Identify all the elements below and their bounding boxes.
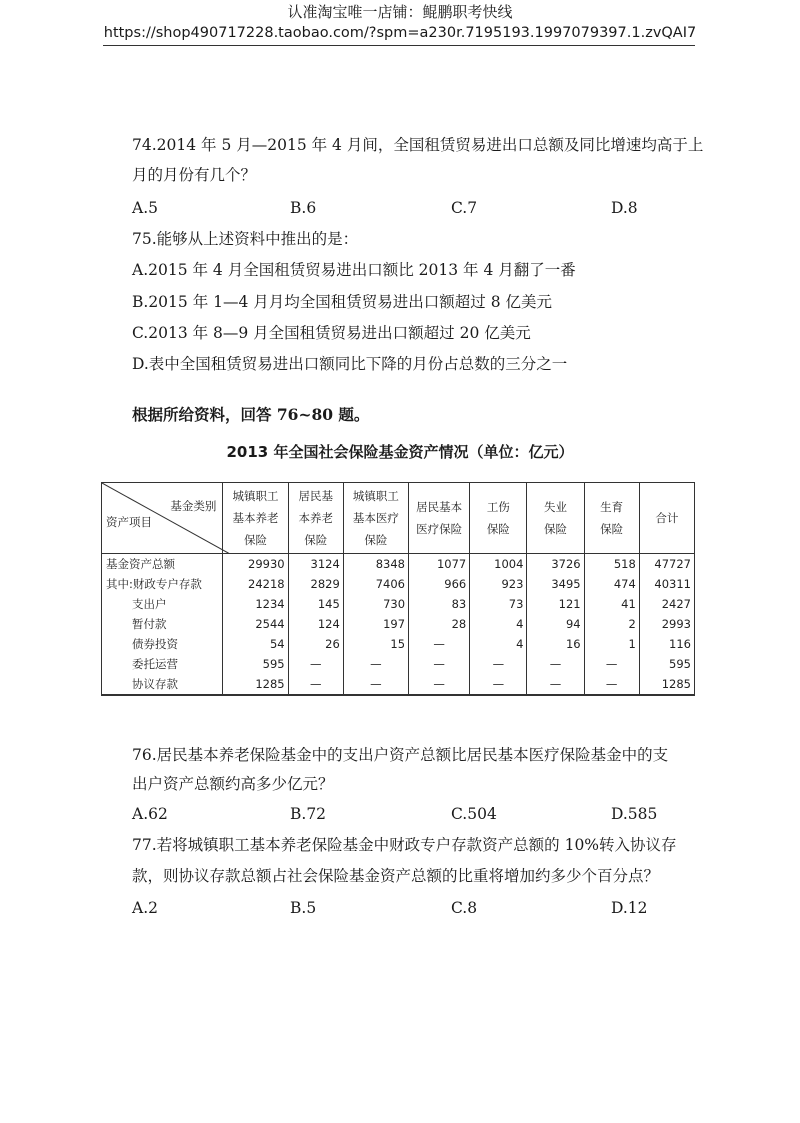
table-body — [102, 554, 695, 696]
col-header-3: 城镇职工 基本医疗 保险 — [343, 483, 408, 554]
q74-stem-line1: 74.2014 年 5 月—2015 年 4 月间，全国租赁贸易进出口总额及同比增速均高于上 — [132, 136, 704, 154]
q77-stem-line1: 77.若将城镇职工基本养老保险基金中财政专户存款资产总额的 10%转入协议存 — [132, 836, 677, 854]
corner-bottom-label: 资产项目 — [106, 515, 152, 529]
table-cell: — — [409, 634, 470, 654]
table-cell: — — [343, 674, 408, 695]
table-cell: 3124 — [288, 554, 343, 575]
col-header-4: 居民基本 医疗保险 — [409, 483, 470, 554]
row-label: 委托运营 — [102, 654, 223, 674]
table-cell: 595 — [223, 654, 288, 674]
table-row — [102, 674, 695, 695]
table-cell: 145 — [288, 594, 343, 614]
table-cell: 83 — [409, 594, 470, 614]
row-label: 支出户 — [102, 594, 223, 614]
col-header-8: 合计 — [639, 483, 694, 554]
table-cell: 966 — [409, 574, 470, 594]
table-header-row — [102, 483, 695, 554]
table-cell: 2829 — [288, 574, 343, 594]
q77-stem-line2: 款，则协议存款总额占社会保险基金资产总额的比重将增加约多少个百分点？ — [132, 867, 660, 885]
fund-assets-table — [101, 482, 695, 696]
corner-top-label: 基金类别 — [170, 499, 217, 513]
q74-option-c: C.7 — [451, 199, 478, 217]
table-cell: — — [288, 674, 343, 695]
header-rule — [103, 45, 695, 46]
q74-option-a: A.5 — [132, 199, 158, 217]
table-cell: 40311 — [639, 574, 694, 594]
table-cell: 7406 — [343, 574, 408, 594]
table-cell: 197 — [343, 614, 408, 634]
q75-option-b: B.2015 年 1—4 月月均全国租赁贸易进出口额超过 8 亿美元 — [132, 293, 552, 311]
col-header-5: 工伤 保险 — [470, 483, 527, 554]
q74-option-b: B.6 — [290, 199, 317, 217]
table-row — [102, 554, 695, 575]
table-cell: 29930 — [223, 554, 288, 575]
table-cell: 1004 — [470, 554, 527, 575]
q74-option-d: D.8 — [611, 199, 638, 217]
table-cell: 4 — [470, 614, 527, 634]
table-row — [102, 654, 695, 674]
table-row — [102, 594, 695, 614]
table-cell: 518 — [584, 554, 639, 575]
table-row — [102, 634, 695, 654]
table-cell: 1077 — [409, 554, 470, 575]
q74-stem-line2: 月的月份有几个？ — [132, 166, 257, 184]
table-cell: 1 — [584, 634, 639, 654]
table-cell: 1285 — [639, 674, 694, 695]
row-label: 其中:财政专户存款 — [102, 574, 223, 594]
row-label: 基金资产总额 — [102, 554, 223, 575]
table-cell: 1285 — [223, 674, 288, 695]
table-cell: — — [527, 674, 584, 695]
table-row — [102, 574, 695, 594]
q75-option-a: A.2015 年 4 月全国租赁贸易进出口额比 2013 年 4 月翻了一番 — [132, 261, 576, 279]
table-cell: 54 — [223, 634, 288, 654]
table-cell: 124 — [288, 614, 343, 634]
shop-url: https://shop490717228.taobao.com/?spm=a230r.7195193.1997079397.1.zvQAI7 — [103, 25, 697, 41]
table-cell: 923 — [470, 574, 527, 594]
table-cell: 3726 — [527, 554, 584, 575]
row-label: 协议存款 — [102, 674, 223, 695]
table-cell: — — [409, 674, 470, 695]
table-row — [102, 614, 695, 634]
row-label: 暂付款 — [102, 614, 223, 634]
col-header-7: 生育 保险 — [584, 483, 639, 554]
table-cell: 24218 — [223, 574, 288, 594]
table-cell: — — [343, 654, 408, 674]
table-cell: 16 — [527, 634, 584, 654]
table-cell: 116 — [639, 634, 694, 654]
table-cell: 730 — [343, 594, 408, 614]
table-cell: — — [470, 654, 527, 674]
table-cell: 474 — [584, 574, 639, 594]
table-cell: 28 — [409, 614, 470, 634]
q76-option-d: D.585 — [611, 805, 658, 823]
table-cell: 73 — [470, 594, 527, 614]
table-cell: 1234 — [223, 594, 288, 614]
table-cell: 4 — [470, 634, 527, 654]
table-title: 2013 年全国社会保险基金资产情况（单位：亿元） — [226, 443, 574, 461]
section-intro: 根据所给资料，回答 76~80 题。 — [132, 405, 370, 424]
table-cell: 2993 — [639, 614, 694, 634]
table-cell: 2 — [584, 614, 639, 634]
table-cell: 3495 — [527, 574, 584, 594]
col-header-1: 城镇职工 基本养老 保险 — [223, 483, 288, 554]
table-cell: 15 — [343, 634, 408, 654]
q77-option-d: D.12 — [611, 899, 648, 917]
q77-option-c: C.8 — [451, 899, 478, 917]
table-cell: — — [527, 654, 584, 674]
q76-stem-line2: 出户资产总额约高多少亿元？ — [132, 775, 334, 793]
table-cell: 595 — [639, 654, 694, 674]
table-cell: 2544 — [223, 614, 288, 634]
q75-stem: 75.能够从上述资料中推出的是： — [132, 230, 359, 248]
table-cell: — — [288, 654, 343, 674]
table-cell: — — [584, 674, 639, 695]
table-cell: 26 — [288, 634, 343, 654]
q76-stem-line1: 76.居民基本养老保险基金中的支出户资产总额比居民基本医疗保险基金中的支 — [132, 746, 669, 764]
shop-line: 认准淘宝唯一店铺：鲲鹏职考快线 — [287, 3, 513, 21]
q77-option-a: A.2 — [132, 899, 158, 917]
page-header — [0, 2, 800, 44]
q76-option-a: A.62 — [132, 805, 168, 823]
table-cell: — — [409, 654, 470, 674]
q75-option-c: C.2013 年 8—9 月全国租赁贸易进出口额超过 20 亿美元 — [132, 324, 531, 342]
col-header-6: 失业 保险 — [527, 483, 584, 554]
table-cell: 94 — [527, 614, 584, 634]
table-cell: — — [584, 654, 639, 674]
col-header-2: 居民基 本养老 保险 — [288, 483, 343, 554]
row-label: 债券投资 — [102, 634, 223, 654]
q75-option-d: D.表中全国租赁贸易进出口额同比下降的月份占总数的三分之一 — [132, 355, 568, 373]
table-cell: 2427 — [639, 594, 694, 614]
table-cell: 41 — [584, 594, 639, 614]
table-cell: 8348 — [343, 554, 408, 575]
q76-option-b: B.72 — [290, 805, 327, 823]
table-cell: — — [470, 674, 527, 695]
table-cell: 121 — [527, 594, 584, 614]
table-cell: 47727 — [639, 554, 694, 575]
q76-option-c: C.504 — [451, 805, 497, 823]
q77-option-b: B.5 — [290, 899, 317, 917]
corner-cell — [102, 483, 223, 554]
